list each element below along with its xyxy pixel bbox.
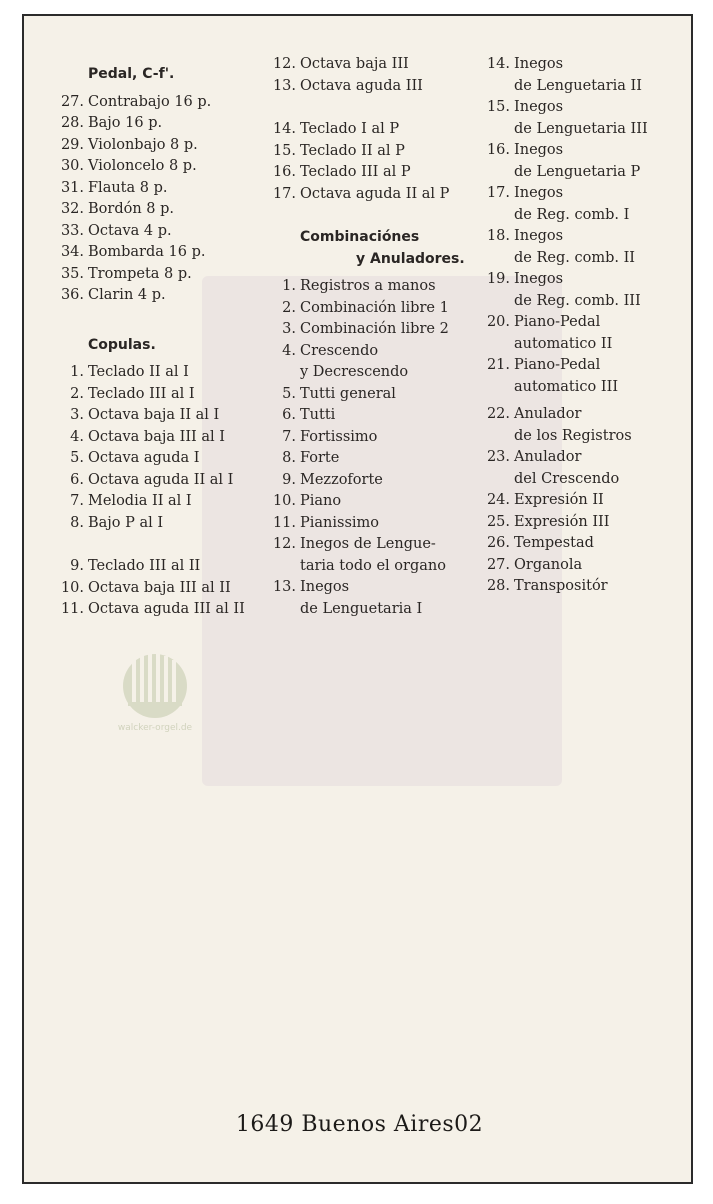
list-item: [56, 405, 245, 427]
item-text: Octava aguda II al P: [300, 185, 450, 202]
item-text: Octava aguda II al I: [88, 471, 234, 488]
item-number: 7.: [282, 428, 296, 445]
list-item: [56, 113, 245, 135]
item-text: Melodia II al I: [88, 493, 192, 509]
item-text: Bombarda 16 p.: [88, 244, 206, 260]
item-continuation: de Reg. comb. II: [514, 249, 636, 266]
list-item: [268, 513, 465, 535]
list-item: [56, 448, 245, 470]
list-item: [268, 319, 465, 341]
list-item: [268, 184, 465, 206]
item-text: Octava aguda III al II: [88, 601, 245, 617]
list-item: [56, 242, 245, 264]
item-number: 35.: [60, 265, 84, 282]
item-text: Trompeta 8 p.: [88, 265, 192, 282]
item-continuation: automatico III: [514, 378, 619, 395]
item-text: Piano: [300, 493, 342, 509]
list-item: [56, 264, 245, 286]
item-number: 6.: [70, 471, 84, 488]
item-text: Combinación libre 1: [300, 299, 449, 316]
list-item: [56, 599, 245, 621]
item-text: Inegos: [300, 579, 350, 595]
item-number: 19.: [486, 271, 510, 287]
item-text: Inegos: [514, 99, 564, 115]
item-number: 5.: [70, 450, 84, 466]
item-number: 12.: [272, 536, 296, 552]
item-number: 4.: [282, 342, 296, 359]
list-item: [56, 92, 245, 114]
item-number: 3.: [282, 321, 296, 337]
list-item: [56, 221, 245, 243]
list-item: [56, 156, 245, 178]
list-item: [268, 384, 465, 406]
footer-caption: 1649 Buenos Aires02: [235, 1112, 484, 1137]
list-item: [56, 384, 245, 406]
item-text: Bordón 8 p.: [88, 201, 175, 217]
list-item: [482, 226, 648, 248]
item-text: Forte: [300, 450, 340, 466]
item-number: 4.: [70, 428, 84, 445]
item-text: Teclado III al II: [88, 558, 201, 574]
list-item: [482, 97, 648, 119]
item-number: 25.: [486, 513, 510, 530]
item-number: 16.: [486, 142, 510, 158]
copulas-heading: Copulas.: [88, 336, 156, 353]
item-continuation: automatico II: [514, 335, 613, 352]
page-frame: [22, 14, 693, 1184]
item-text: Inegos de Lengue-: [300, 536, 436, 552]
item-number: 6.: [282, 407, 296, 423]
item-number: 10.: [60, 579, 84, 596]
item-text: Mezzoforte: [300, 471, 383, 488]
inegos-list: [482, 54, 648, 398]
list-item: [56, 427, 245, 449]
combinaciones-heading-line1: Combinaciónes: [300, 229, 420, 245]
item-text: Teclado III al P: [300, 164, 411, 180]
item-text: Registros a manos: [300, 278, 436, 294]
list-item: [268, 427, 465, 449]
item-number: 36.: [60, 287, 84, 303]
item-number: 9.: [282, 471, 296, 488]
list-item: [56, 178, 245, 200]
item-number: 17.: [272, 185, 296, 202]
list-item: [482, 404, 648, 426]
item-continuation: de Reg. comb. III: [514, 292, 641, 309]
item-number: 20.: [486, 314, 510, 330]
item-number: 3.: [70, 407, 84, 423]
item-continuation: de Lenguetaria II: [514, 77, 642, 94]
item-continuation: de los Registros: [514, 427, 632, 444]
item-text: Violonbajo 8 p.: [88, 136, 198, 153]
item-text: Expresión III: [514, 513, 610, 530]
list-item: [482, 555, 648, 577]
list-item: [268, 341, 465, 363]
item-number: 13.: [272, 579, 296, 595]
item-number: 15.: [486, 99, 510, 115]
item-number: 23.: [486, 449, 510, 465]
item-text: Octava 4 p.: [88, 222, 172, 239]
combinaciones-list: [268, 276, 465, 620]
list-item: [482, 312, 648, 334]
list-item: [268, 448, 465, 470]
item-number: 28.: [60, 115, 84, 131]
list-item: [268, 76, 465, 98]
item-text: Anulador: [514, 449, 582, 465]
item-number: 27.: [60, 93, 84, 110]
item-number: 16.: [272, 164, 296, 180]
list-item: [482, 490, 648, 512]
item-text: Clarin 4 p.: [88, 287, 166, 303]
item-text: Tutti general: [300, 385, 396, 402]
list-item: [482, 512, 648, 534]
item-number: 1.: [282, 278, 296, 294]
item-text: Inegos: [514, 142, 564, 158]
item-text: Piano-Pedal: [514, 357, 601, 373]
list-item: [482, 183, 648, 205]
list-item: [56, 578, 245, 600]
item-number: 24.: [486, 492, 510, 508]
item-number: 11.: [60, 601, 84, 617]
item-text: Expresión II: [514, 492, 604, 508]
item-text: Teclado III al I: [88, 385, 195, 402]
item-continuation: de Lenguetaria P: [514, 163, 641, 180]
item-text: Piano-Pedal: [514, 314, 601, 330]
column-1: [56, 64, 245, 621]
item-number: 7.: [70, 493, 84, 509]
list-item: [268, 534, 465, 556]
list-item: [56, 513, 245, 535]
list-item: [56, 491, 245, 513]
item-number: 17.: [486, 185, 510, 201]
item-number: 11.: [272, 514, 296, 531]
couplers-list-a: [268, 54, 465, 97]
item-number: 9.: [70, 558, 84, 574]
anuladores-list: [482, 404, 648, 598]
item-number: 8.: [70, 514, 84, 531]
item-number: 15.: [272, 142, 296, 159]
list-item: [268, 577, 465, 599]
list-item: [268, 119, 465, 141]
item-number: 13.: [272, 77, 296, 94]
item-text: Octava baja III al I: [88, 428, 226, 445]
list-item: [268, 276, 465, 298]
item-text: Violoncelo 8 p.: [88, 158, 197, 174]
couplers-list-b: [268, 119, 465, 205]
item-continuation: del Crescendo: [514, 470, 620, 487]
item-number: 5.: [282, 385, 296, 402]
item-text: Inegos: [514, 228, 564, 244]
item-continuation: de Lenguetaria III: [514, 120, 648, 137]
item-text: Transpositór: [514, 578, 608, 594]
watermark-text: walcker-orgel.de: [117, 723, 193, 733]
combinaciones-heading-line2: y Anuladores.: [356, 250, 465, 267]
list-item: [482, 576, 648, 598]
list-item: [482, 269, 648, 291]
item-text: Combinación libre 2: [300, 321, 449, 337]
item-number: 31.: [60, 179, 84, 196]
item-number: 2.: [70, 385, 84, 402]
item-number: 12.: [272, 56, 296, 72]
list-item: [268, 162, 465, 184]
item-number: 28.: [486, 578, 510, 594]
item-text: Pianissimo: [300, 514, 380, 531]
watermark-logo-icon: [112, 646, 198, 736]
list-item: [56, 362, 245, 384]
item-text: Organola: [514, 556, 583, 573]
list-item: [56, 135, 245, 157]
item-number: 18.: [486, 228, 510, 244]
item-continuation: taria todo el organo: [300, 557, 446, 574]
item-text: Octava baja II al I: [88, 407, 220, 423]
item-text: Teclado II al P: [300, 142, 405, 159]
item-number: 33.: [60, 222, 84, 239]
pedal-list: [56, 92, 245, 307]
list-item: [56, 285, 245, 307]
item-number: 14.: [486, 56, 510, 72]
item-text: Octava baja III: [300, 56, 409, 72]
item-continuation: de Lenguetaria I: [300, 600, 423, 617]
item-text: Teclado I al P: [300, 121, 400, 137]
column-2: [268, 54, 465, 620]
list-item: [482, 533, 648, 555]
item-number: 1.: [70, 364, 84, 380]
list-item: [482, 355, 648, 377]
item-text: Inegos: [514, 271, 564, 287]
list-item: [268, 54, 465, 76]
list-item: [482, 447, 648, 469]
list-item: [268, 491, 465, 513]
item-number: 14.: [272, 121, 296, 137]
item-text: Inegos: [514, 56, 564, 72]
item-text: Tutti: [300, 407, 336, 423]
item-number: 22.: [486, 406, 510, 422]
list-item: [56, 556, 245, 578]
item-text: Octava aguda III: [300, 77, 423, 94]
item-continuation: de Reg. comb. I: [514, 206, 630, 223]
item-number: 29.: [60, 136, 84, 153]
column-3: [482, 54, 648, 598]
list-item: [268, 298, 465, 320]
item-text: Inegos: [514, 185, 564, 201]
list-item: [268, 405, 465, 427]
item-text: Octava aguda I: [88, 450, 200, 466]
item-number: 8.: [282, 450, 296, 466]
item-text: Crescendo: [300, 342, 379, 359]
item-text: Bajo P al I: [88, 514, 164, 531]
item-text: Flauta 8 p.: [88, 179, 168, 196]
item-number: 26.: [486, 535, 510, 551]
item-number: 2.: [282, 299, 296, 316]
pedal-heading: Pedal, C-f'.: [88, 66, 175, 82]
item-text: Contrabajo 16 p.: [88, 93, 212, 110]
list-item: [56, 199, 245, 221]
list-item: [268, 141, 465, 163]
item-number: 32.: [60, 201, 84, 217]
copulas-list-b: [56, 556, 245, 621]
item-number: 21.: [486, 357, 510, 373]
item-text: Teclado II al I: [88, 364, 189, 380]
item-number: 30.: [60, 158, 84, 174]
item-text: Fortissimo: [300, 428, 378, 445]
list-item: [56, 470, 245, 492]
item-text: Octava baja III al II: [88, 579, 231, 596]
list-item: [268, 470, 465, 492]
item-number: 27.: [486, 556, 510, 573]
item-number: 34.: [60, 244, 84, 260]
copulas-list: [56, 362, 245, 534]
list-item: [482, 54, 648, 76]
item-text: Bajo 16 p.: [88, 115, 163, 131]
list-item: [482, 140, 648, 162]
item-text: Tempestad: [514, 535, 594, 551]
item-number: 10.: [272, 493, 296, 509]
item-text: Anulador: [514, 406, 582, 422]
item-continuation: y Decrescendo: [300, 364, 409, 380]
